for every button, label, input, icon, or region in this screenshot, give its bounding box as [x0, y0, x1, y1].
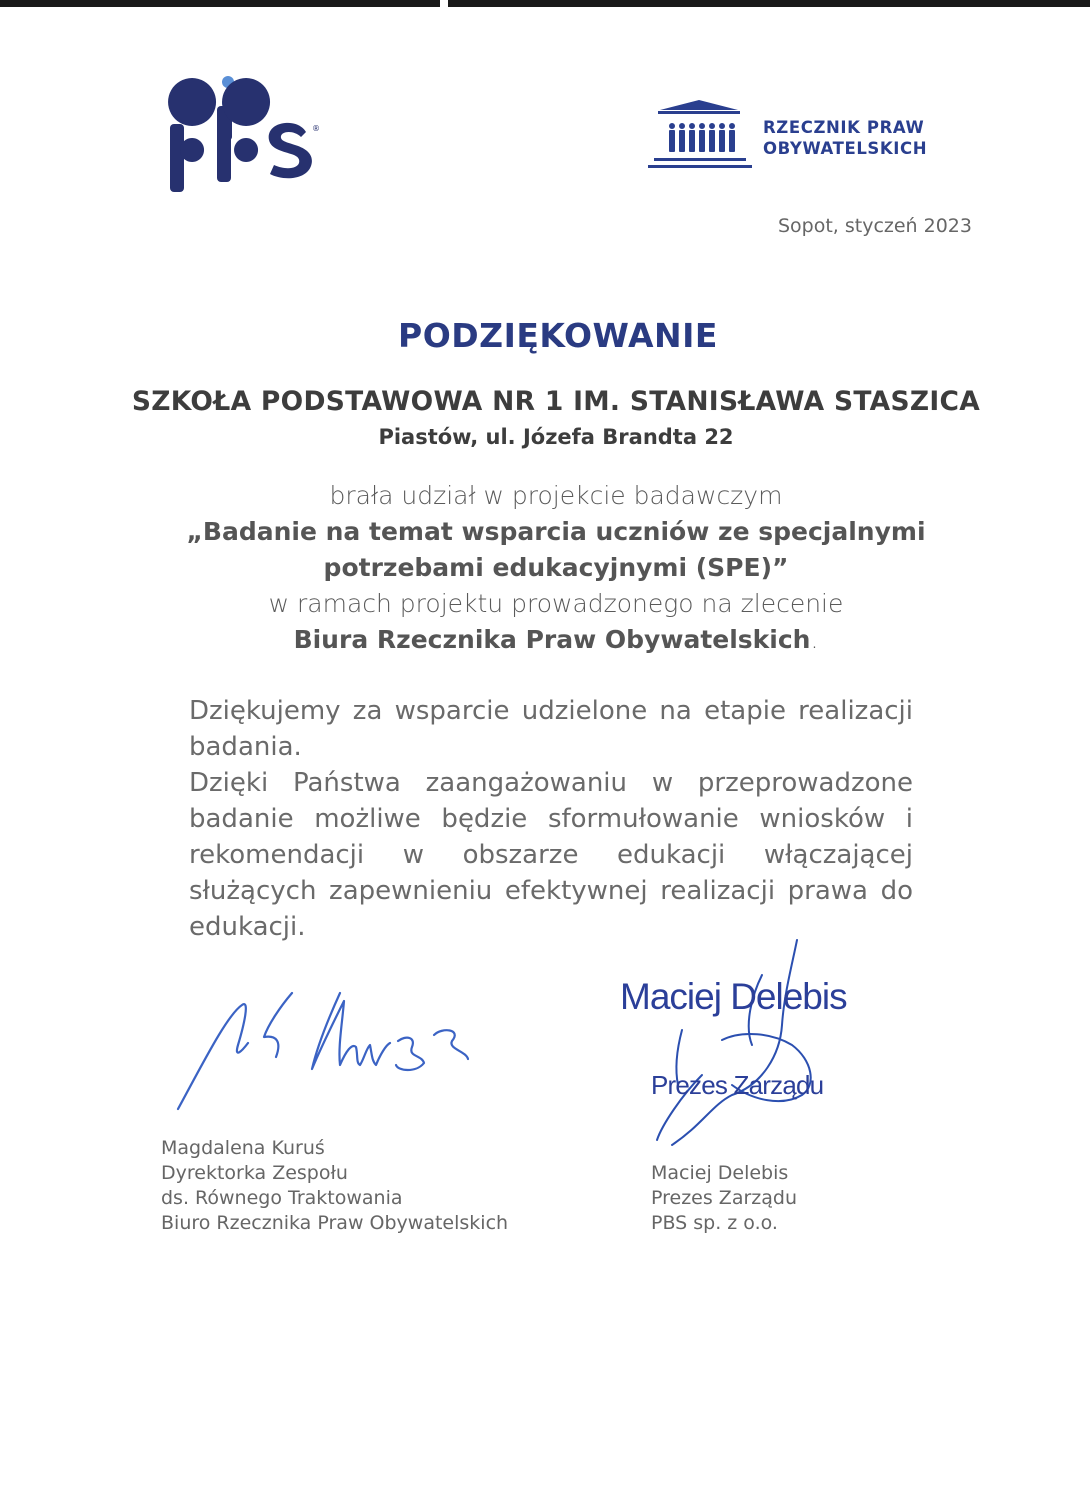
thanks-text-2: Dzięki Państwa zaangażowaniu w przeprowadzone badanie możliwe będzie sformułowanie wniosków i rekomendacji w obszarze edukacji włączającej służących zapewnieniu efektywnej realizacji prawa do edukacji.: [189, 768, 913, 942]
svg-text:®: ®: [312, 124, 320, 133]
thanks-paragraph: [189, 693, 913, 945]
document-title: PODZIĘKOWANIE: [398, 316, 718, 355]
signatory-organization: PBS sp. z o.o.: [651, 1212, 778, 1234]
intro-line: brała udział w projekcie badawczym: [329, 481, 783, 510]
signatory-organization: Biuro Rzecznika Praw Obywatelskich: [161, 1212, 509, 1234]
signatory-right: [651, 1161, 797, 1236]
project-title-line1: „Badanie na temat wsparcia uczniów ze specjalnymi: [186, 517, 926, 546]
scan-top-border: [0, 0, 1090, 7]
stamp-role: Prezes Zarządu: [651, 1070, 824, 1100]
signatory-left: [161, 1136, 508, 1236]
signatory-role: Prezes Zarządu: [651, 1187, 797, 1209]
signatory-name: Magdalena Kuruś: [161, 1137, 325, 1159]
rpo-logo-text: [763, 117, 927, 159]
place-date: Sopot, styczeń 2023: [777, 215, 972, 237]
school-address: Piastów, ul. Józefa Brandta 22: [378, 425, 734, 449]
intro-paragraph: [0, 478, 1090, 658]
office-suffix: .: [810, 625, 819, 654]
rpo-logo-line2: OBYWATELSKICH: [763, 139, 928, 158]
intro-line: w ramach projektu prowadzonego na zlecenie: [268, 589, 844, 618]
signature-right: [612, 935, 862, 1150]
rpo-logo-line1: RZECZNIK PRAW: [763, 118, 925, 137]
stamp-name: Maciej Delebis: [620, 976, 847, 1017]
signatory-name: Maciej Delebis: [651, 1162, 789, 1184]
office-line: [0, 622, 1090, 658]
office-name: Biura Rzecznika Praw Obywatelskich: [293, 625, 811, 654]
school-name: SZKOŁA PODSTAWOWA NR 1 IM. STANISŁAWA STASZICA: [131, 386, 981, 417]
pbs-logo: [162, 76, 332, 198]
thanks-text-1: Dziękujemy za wsparcie udzielone na etapie realizacji badania.: [189, 696, 913, 762]
signatory-role: ds. Równego Traktowania: [161, 1187, 403, 1209]
project-title-line2: potrzebami edukacyjnymi (SPE)”: [323, 553, 789, 582]
signatory-role: Dyrektorka Zespołu: [161, 1162, 348, 1184]
signature-left: [172, 985, 482, 1115]
